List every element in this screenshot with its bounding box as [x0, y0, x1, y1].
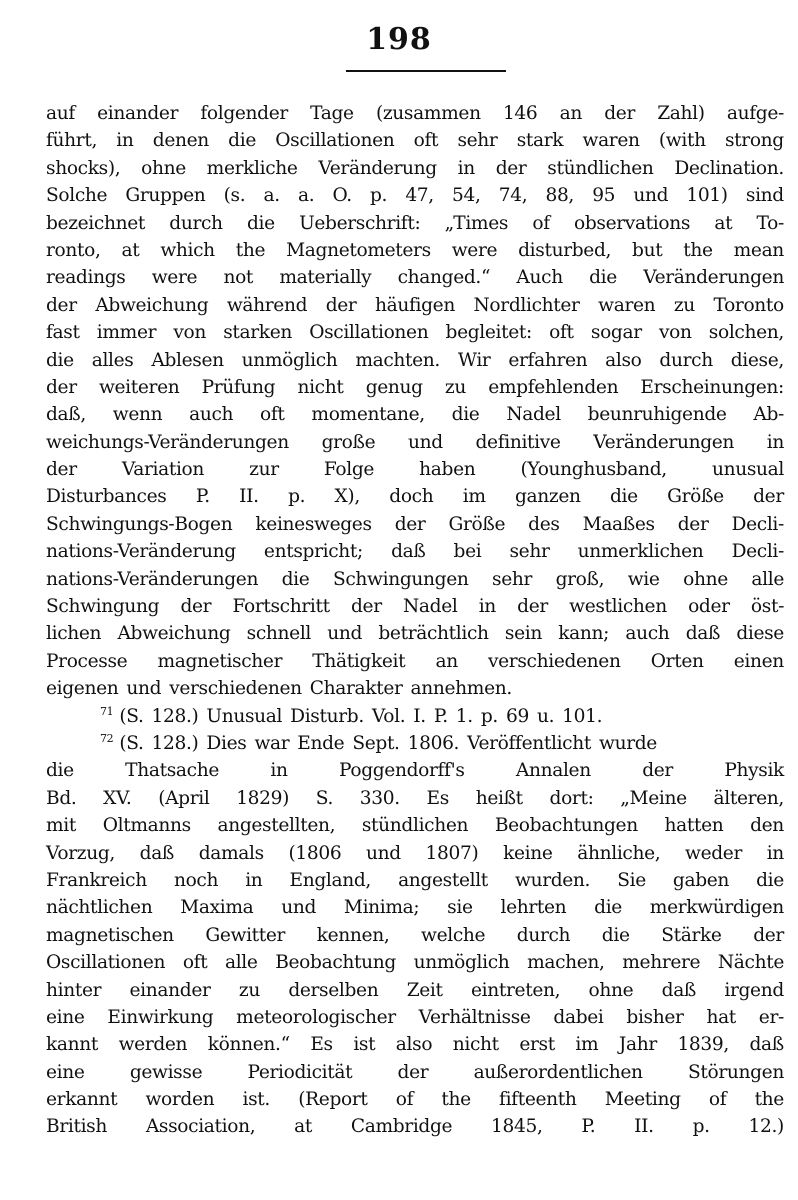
page-number: 198	[366, 22, 432, 57]
text-line: ronto, at which the Magnetometers were disturbed, but the mean	[46, 239, 784, 261]
text-line: der Variation zur Folge haben (Younghusband, unusual	[46, 459, 784, 481]
text-line: Schwingung der Fortschritt der Nadel in der westlichen oder öst-	[46, 596, 784, 618]
text-line: bezeichnet durch die Ueberschrift: „Times of observations at To-	[46, 212, 784, 234]
text-line: Vorzug, daß damals (1806 und 1807) keine ähnliche, weder in	[46, 842, 784, 864]
text-line: Oscillationen oft alle Beobachtung unmöglich machen, mehrere Nächte	[46, 952, 784, 974]
text-line: führt, in denen die Oscillationen oft sehr stark waren (with strong	[46, 130, 784, 152]
text-line: kannt werden können.“ Es ist also nicht erst im Jahr 1839, daß	[46, 1034, 784, 1056]
text-line: die alles Ablesen unmöglich machten. Wir erfahren also durch diese,	[46, 349, 784, 371]
footnote-marker: 71	[100, 704, 114, 718]
text-line: Bd. XV. (April 1829) S. 330. Es heißt dort: „Meine älteren,	[46, 787, 784, 809]
text-line: der Abweichung während der häufigen Nordlichter waren zu Toronto	[46, 294, 784, 316]
text-line: erkannt worden ist. (Report of the fifteenth Meeting of the	[46, 1089, 784, 1111]
body-text	[46, 100, 784, 1141]
text-line: British Association, at Cambridge 1845, P. II. p. 12.)	[46, 1116, 784, 1138]
text-line: nächtlichen Maxima und Minima; sie lehrten die merkwürdigen	[46, 897, 784, 919]
text-line: nations-Veränderung entspricht; daß bei sehr unmerklichen Decli-	[46, 541, 784, 563]
text-line: der weiteren Prüfung nicht genug zu empfehlenden Erscheinungen:	[46, 376, 784, 398]
text-line: nations-Veränderungen die Schwingungen sehr groß, wie ohne alle	[46, 568, 784, 590]
text-line: Processe magnetischer Thätigkeit an verschiedenen Orten einen	[46, 650, 784, 672]
text-line: lichen Abweichung schnell und beträchtlich sein kann; auch daß diese	[46, 623, 784, 645]
text-line: shocks), ohne merkliche Veränderung in der stündlichen Declination.	[46, 157, 784, 179]
footnote-marker: 72	[100, 731, 114, 745]
text-line: fast immer von starken Oscillationen begleitet: oft sogar von solchen,	[46, 322, 784, 344]
text-line: weichungs-Veränderungen große und definitive Veränderungen in	[46, 431, 784, 453]
text-line: mit Oltmanns angestellten, stündlichen Beobachtungen hatten den	[46, 815, 784, 837]
text-line: Schwingungs-Bogen keinesweges der Größe des Maaßes der Decli-	[46, 513, 784, 535]
footnote-line: $^{71}$ (S. 128.) Unusual Disturb. Vol. I. P. 1. p. 69 u. 101.	[100, 704, 603, 727]
text-line: magnetischen Gewitter kennen, welche durch die Stärke der	[46, 924, 784, 946]
text-line: auf einander folgender Tage (zusammen 146 an der Zahl) aufge-	[46, 103, 784, 124]
text-line: eigenen und verschiedenen Charakter annehmen.	[46, 678, 512, 700]
text-line: readings were not materially changed.“ Auch die Veränderungen	[46, 267, 784, 289]
text-line: eine gewisse Periodicität der außerordentlichen Störungen	[46, 1061, 784, 1083]
text-line: die Thatsache in Poggendorff's Annalen der Physik	[46, 760, 784, 782]
text-line: hinter einander zu derselben Zeit eintreten, ohne daß irgend	[46, 979, 784, 1001]
text-line: Frankreich noch in England, angestellt wurden. Sie gaben die	[46, 869, 784, 891]
text-line: eine Einwirkung meteorologischer Verhältnisse dabei bisher hat er-	[46, 1006, 784, 1028]
text-line: daß, wenn auch oft momentane, die Nadel beunruhigende Ab-	[46, 404, 784, 426]
text-line: Solche Gruppen (s. a. a. O. p. 47, 54, 74, 88, 95 und 101) sind	[46, 185, 784, 207]
header-rule	[346, 70, 506, 72]
footnote-line: $^{72}$ (S. 128.) Dies war Ende Sept. 1806. Veröffentlicht wurde	[100, 731, 657, 754]
text-line: Disturbances P. II. p. X), doch im ganzen die Größe der	[46, 486, 784, 508]
